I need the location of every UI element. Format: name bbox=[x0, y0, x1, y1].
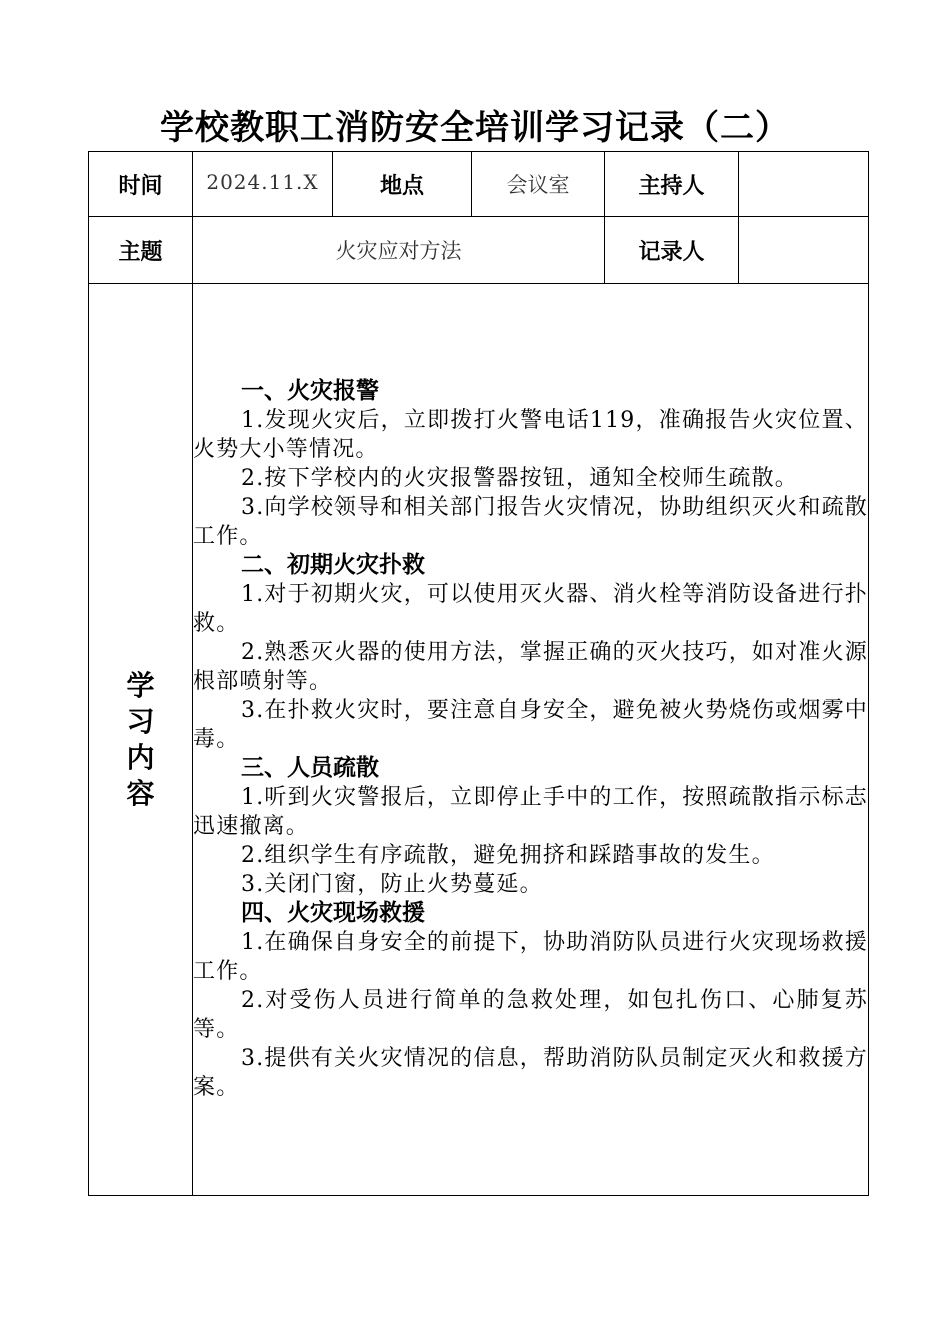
place-label: 地点 bbox=[333, 152, 472, 217]
section-item: 2.组织学生有序疏散，避免拥挤和踩踏事故的发生。 bbox=[241, 843, 775, 868]
info-row-1 bbox=[89, 152, 869, 217]
section-heading: 二、初期火灾扑救 bbox=[241, 552, 425, 578]
section-heading: 三、人员疏散 bbox=[241, 755, 379, 781]
time-value: 2024.11.X bbox=[193, 152, 333, 217]
content-body bbox=[193, 284, 869, 1196]
content-label-char: 习 bbox=[126, 704, 155, 738]
recorder-value bbox=[739, 217, 869, 284]
section-item: 3.关闭门窗，防止火势蔓延。 bbox=[241, 872, 543, 897]
section-item: 1.发现火灾后，立即拨打火警电话119，准确报告火灾位置、火势大小等情况。 bbox=[193, 408, 868, 462]
time-label: 时间 bbox=[89, 152, 193, 217]
record-table bbox=[88, 151, 869, 1196]
section-item: 3.向学校领导和相关部门报告火灾情况，协助组织灭火和疏散工作。 bbox=[193, 495, 868, 549]
content-label-char: 学 bbox=[126, 668, 155, 702]
section-item: 1.对于初期火灾，可以使用灭火器、消火栓等消防设备进行扑救。 bbox=[193, 582, 868, 636]
section-item: 3.在扑救火灾时，要注意自身安全，避免被火势烧伤或烟雾中毒。 bbox=[193, 698, 868, 752]
content-label-char: 内 bbox=[126, 740, 155, 774]
host-value bbox=[739, 152, 869, 217]
section-item: 2.对受伤人员进行简单的急救处理，如包扎伤口、心肺复苏等。 bbox=[193, 988, 868, 1042]
section-item: 3.提供有关火灾情况的信息，帮助消防队员制定灭火和救援方案。 bbox=[193, 1046, 868, 1100]
topic-label: 主题 bbox=[89, 217, 193, 284]
section-item: 1.在确保自身安全的前提下，协助消防队员进行火灾现场救援工作。 bbox=[193, 930, 868, 984]
section-heading: 一、火灾报警 bbox=[241, 378, 379, 404]
recorder-label: 记录人 bbox=[605, 217, 739, 284]
topic-value: 火灾应对方法 bbox=[193, 217, 605, 284]
section-item: 2.按下学校内的火灾报警器按钮，通知全校师生疏散。 bbox=[241, 466, 798, 491]
place-value: 会议室 bbox=[472, 152, 605, 217]
info-row-2 bbox=[89, 217, 869, 284]
content-row bbox=[89, 284, 869, 1196]
content-label bbox=[89, 284, 193, 1196]
section-item: 2.熟悉灭火器的使用方法，掌握正确的灭火技巧，如对准火源根部喷射等。 bbox=[193, 640, 868, 694]
content-label-char: 容 bbox=[126, 776, 155, 810]
host-label: 主持人 bbox=[605, 152, 739, 217]
page-title: 学校教职工消防安全培训学习记录（二） bbox=[160, 108, 790, 148]
section-heading: 四、火灾现场救援 bbox=[241, 900, 425, 926]
section-item: 1.听到火灾警报后，立即停止手中的工作，按照疏散指示标志迅速撤离。 bbox=[193, 785, 868, 839]
